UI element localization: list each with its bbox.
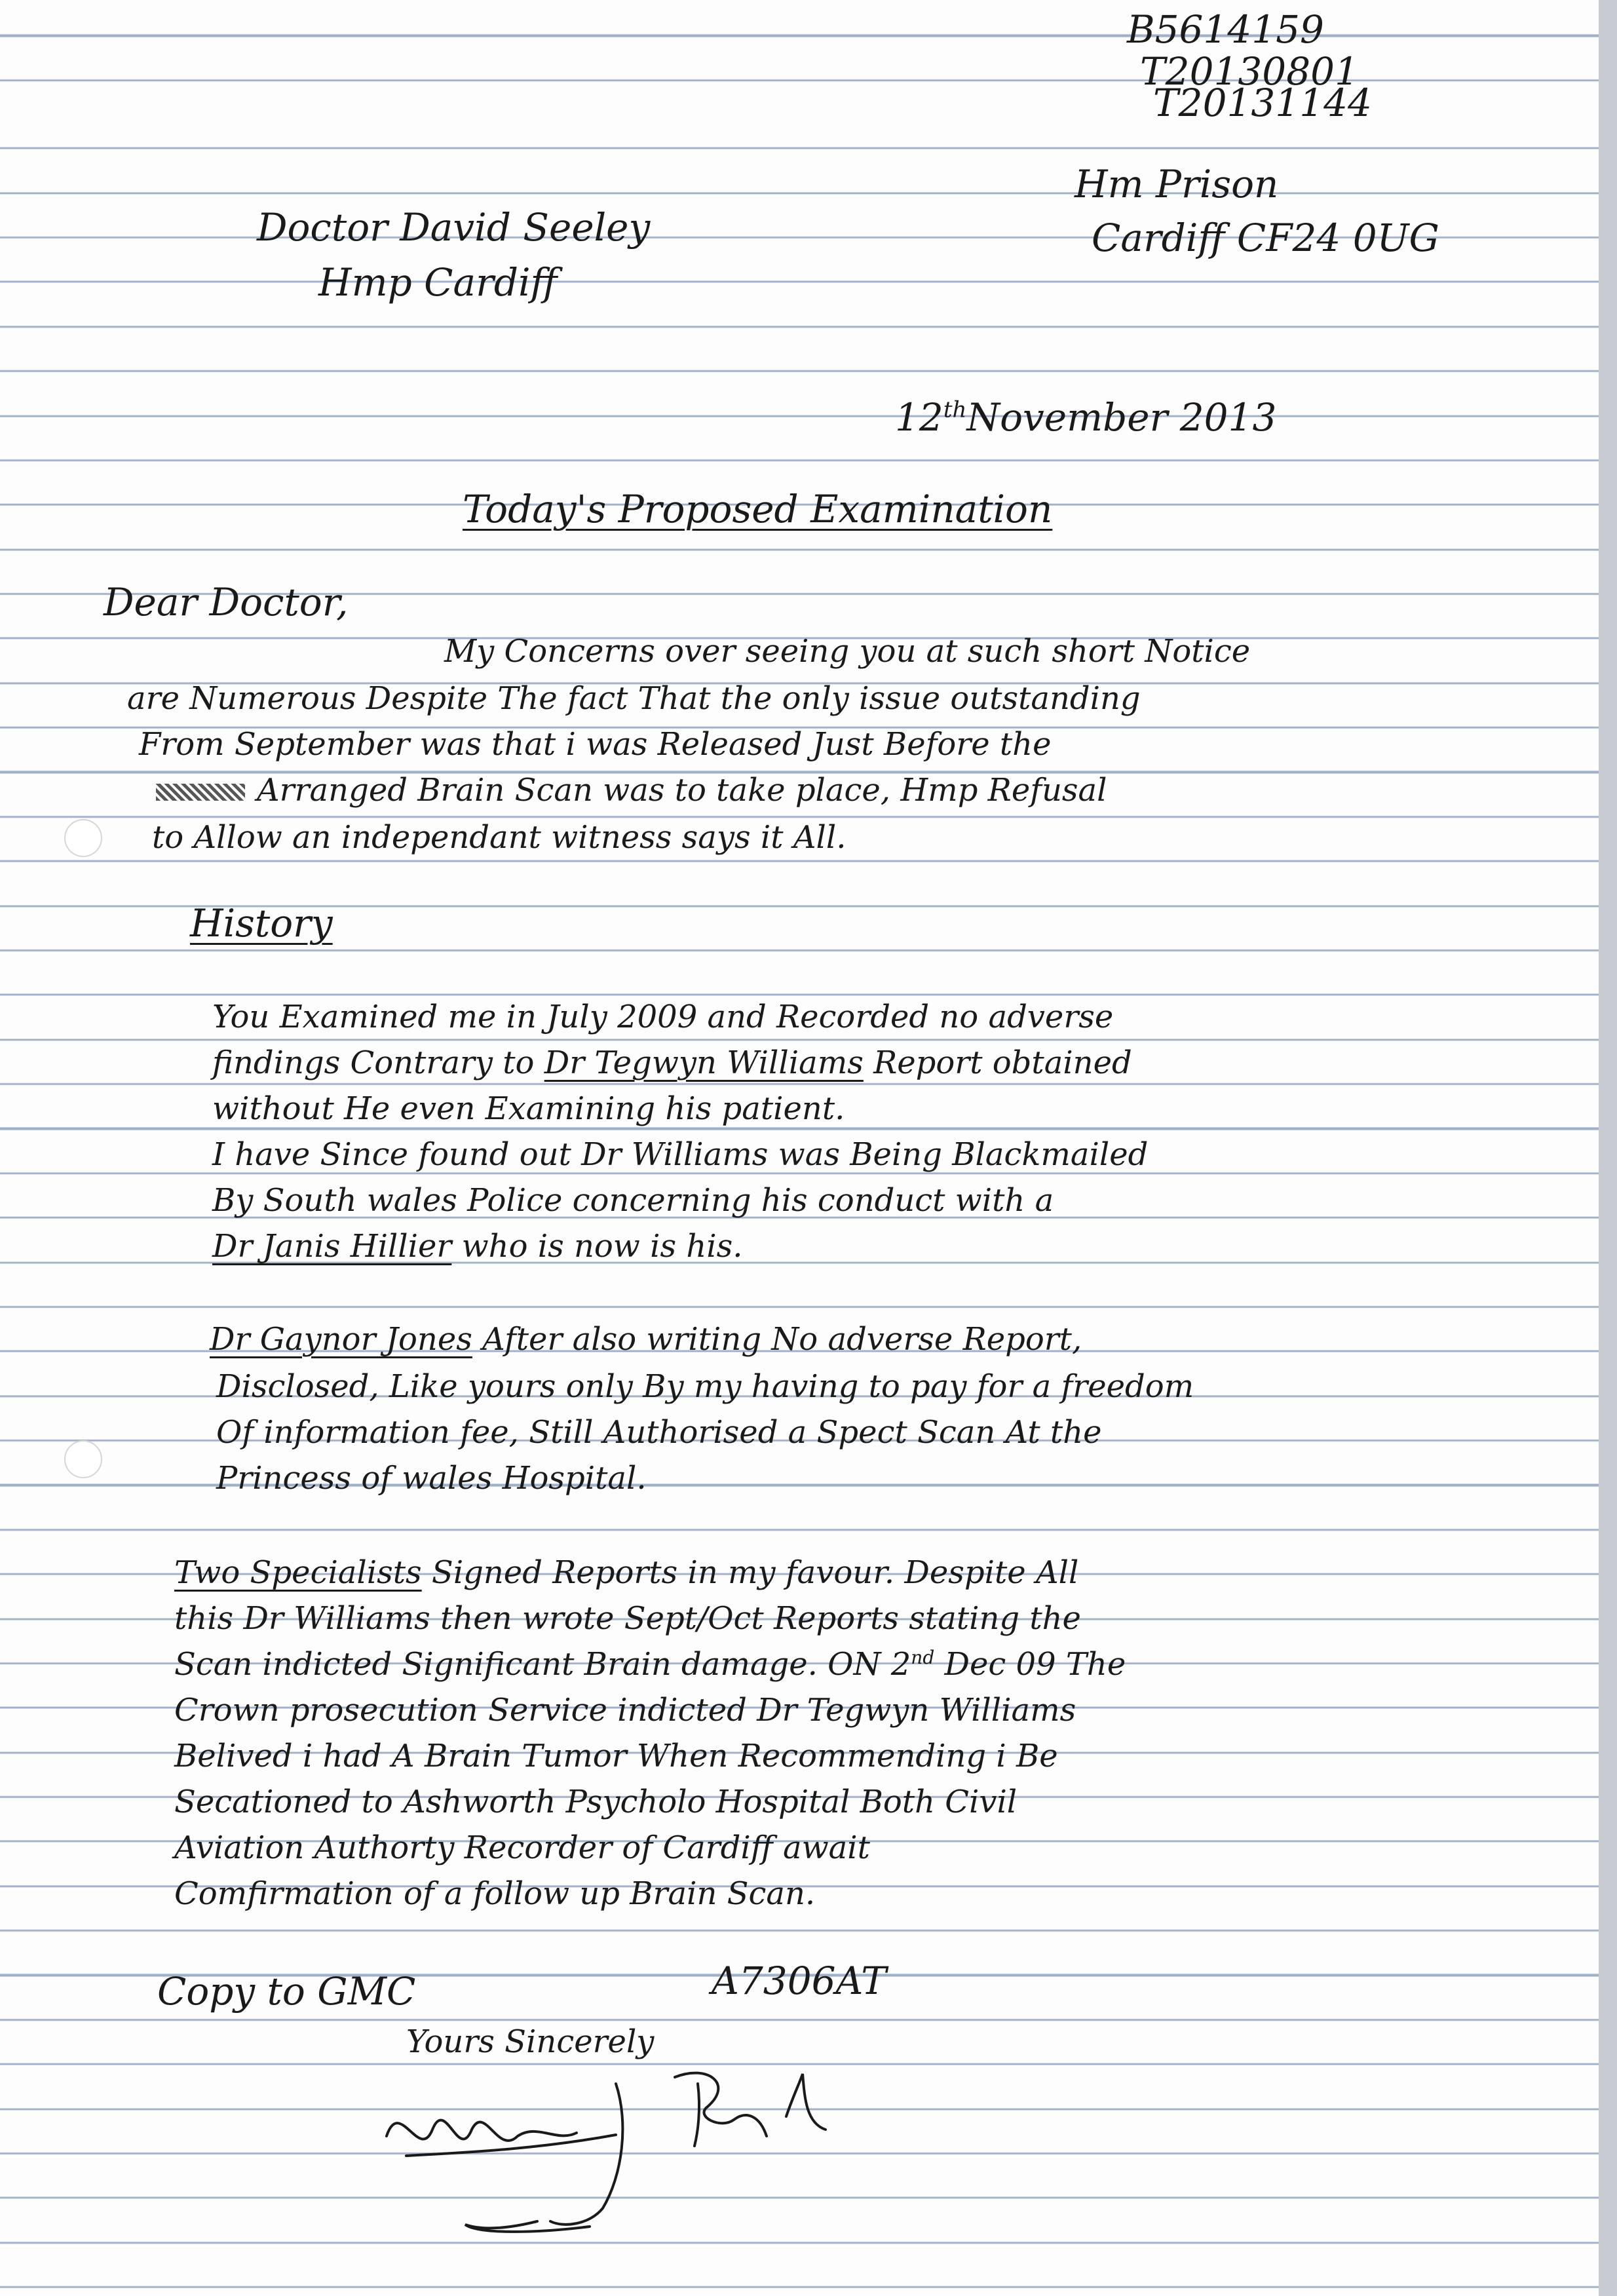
specialists-underlined: Two Specialists [174,1554,422,1591]
reference-number-3: T20131144 [1153,81,1372,125]
history-line: By South wales Police concerning his conduct with a [212,1182,1054,1219]
reference-number-2: T20130801 [1140,49,1359,94]
history-line: Disclosed, Like yours only By my having to pay for a freedom [216,1368,1194,1405]
signature [367,2057,957,2254]
paragraph1-line: to Allow an independant witness says it All. [152,819,847,856]
history-line: You Examined me in July 2009 and Recorded no adverse [212,999,1114,1035]
recipient-name: Doctor David Seeley [257,205,651,250]
reference-number-1: B5614159 [1127,7,1324,52]
prisoner-number: A7306AT [712,1959,886,2003]
punch-hole-bottom [64,1440,102,1478]
paragraph1-line: My Concerns over seeing you at such short Notice [444,633,1251,670]
history-line: this Dr Williams then wrote Sept/Oct Reports stating the [174,1600,1081,1637]
history-line: Dr Janis Hillier who is now is his. [212,1228,743,1265]
letter-subject: Today's Proposed Examination [463,487,1053,531]
history-line: Aviation Authorty Recorder of Cardiff await [174,1829,870,1866]
history-line: without He even Examining his patient. [212,1090,845,1127]
history-line: Scan indicted Significant Brain damage. ON 2nd Dec 09 The [174,1646,1126,1683]
copy-to-gmc: Copy to GMC [157,1969,416,2014]
date-day: 12 [895,395,943,440]
history-heading: History [190,901,333,946]
history-line: Princess of wales Hospital. [216,1460,647,1497]
doctor-name-underlined: Dr Gaynor Jones [210,1321,472,1358]
salutation: Dear Doctor, [104,580,349,624]
recipient-location: Hmp Cardiff [318,260,558,305]
paragraph1-line: From September was that i was Released Just Before the [139,726,1052,763]
date-rest: November 2013 [966,395,1277,440]
doctor-name-underlined: Dr Janis Hillier [212,1228,452,1265]
history-line: Belived i had A Brain Tumor When Recommending i Be [174,1738,1058,1774]
sender-address-line1: Hm Prison [1075,162,1279,206]
history-line: I have Since found out Dr Williams was Being Blackmailed [212,1136,1149,1173]
history-line: Of information fee, Still Authorised a Spect Scan At the [216,1414,1102,1451]
sender-address-line2: Cardiff CF24 0UG [1092,216,1439,260]
closing: Yours Sincerely [406,2023,655,2060]
doctor-name-underlined: Dr Tegwyn Williams [544,1044,864,1081]
history-line: Comfirmation of a follow up Brain Scan. [174,1875,816,1912]
date-suffix: th [943,396,967,423]
history-line: findings Contrary to Dr Tegwyn Williams Report obtained [212,1044,1132,1081]
punch-hole-top [64,819,102,857]
letter-date [895,395,1277,440]
crossed-out-word [156,784,245,801]
history-line: Two Specialists Signed Reports in my favour. Despite All [174,1554,1079,1591]
paragraph1-line: Arranged Brain Scan was to take place, Hmp Refusal [257,772,1107,809]
history-line: Crown prosecution Service indicted Dr Tegwyn Williams [174,1692,1076,1729]
history-line: Secationed to Ashworth Psycholo Hospital Both Civil [174,1784,1018,1820]
history-line: Dr Gaynor Jones After also writing No adverse Report, [210,1321,1082,1358]
paragraph1-line: are Numerous Despite The fact That the only issue outstanding [127,680,1141,717]
